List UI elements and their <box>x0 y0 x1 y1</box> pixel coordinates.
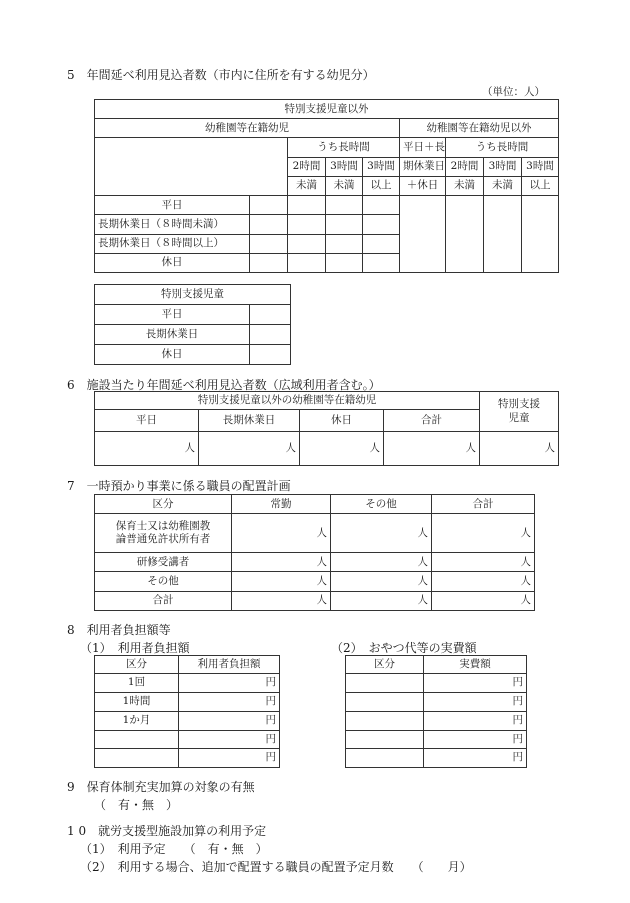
header-actual-cost: 実費額 <box>424 656 527 674</box>
row-label-holiday: 休日 <box>95 345 250 365</box>
section-9-choice: （ 有・無 ） <box>94 798 179 812</box>
header-3h-under: 3時間 <box>326 157 363 176</box>
header-special: 特別支援児童 <box>95 285 291 305</box>
unit-cell: 人 <box>480 432 559 466</box>
header-3h-under-2: 未満 <box>484 176 522 195</box>
header-2h-under-2: 未満 <box>288 176 326 195</box>
header-2h-under: 2時間 <box>288 157 326 176</box>
col-weekday: 平日 <box>95 410 199 432</box>
header-weekday-mix-2: 期休業日 <box>400 157 446 176</box>
row-label-weekday: 平日 <box>95 305 250 325</box>
header-3h-over: 3時間 <box>522 157 559 176</box>
row-label-other: その他 <box>95 572 232 591</box>
section-7-title: 7 一時預かり事業に係る職員の配置計画 <box>67 479 291 493</box>
usage-table-non-special <box>94 99 559 273</box>
unit-label: （単位：人） <box>482 86 545 98</box>
header-fulltime: 常勤 <box>232 495 331 514</box>
header-3h-under: 3時間 <box>484 157 522 176</box>
actual-cost-table: 区分 実費額 円 円 円 円 円 <box>345 655 527 768</box>
header-2h-under: 2時間 <box>446 157 484 176</box>
header-weekday-mix-1: 平日＋長 <box>400 138 446 157</box>
header-special: 特別支援 児童 <box>480 392 559 432</box>
header-fee: 利用者負担額 <box>179 656 280 674</box>
section-5-title: 5 年間延べ利用見込者数（市内に住所を有する幼児分） <box>67 68 375 82</box>
header-2h-under-2: 未満 <box>446 176 484 195</box>
unit-cell: 人 <box>199 432 300 466</box>
header-category: 区分 <box>346 656 424 674</box>
row-label-long-under8: 長期休業日（８時間未満） <box>95 215 250 234</box>
staff-plan-table: 区分 常勤 その他 合計 保育士又は幼稚園教 論普通免許状所有者 人 人 人 研修受講者 人 人 人 その他 人 人 人 合計 人 人 人 <box>94 494 535 611</box>
blank-corner <box>95 138 288 196</box>
header-non-special: 特別支援児童以外 <box>95 100 559 119</box>
row-label-weekday: 平日 <box>95 196 250 215</box>
header-long-hours-not-enrolled: うち長時間 <box>446 138 559 157</box>
row-label-holiday: 休日 <box>95 253 250 272</box>
facility-usage-table <box>94 391 559 466</box>
header-3h-over: 3時間 <box>363 157 400 176</box>
unit-cell: 人 <box>300 432 384 466</box>
unit-cell: 人 <box>95 432 199 466</box>
row-label-total: 合計 <box>95 591 232 610</box>
col-long: 長期休業日 <box>199 410 300 432</box>
section-8-title: 8 利用者負担額等 <box>67 623 171 637</box>
header-3h-under-2: 未満 <box>326 176 363 195</box>
usage-table-special <box>94 284 291 365</box>
header-not-enrolled: 幼稚園等在籍幼児以外 <box>400 119 559 138</box>
row-label-trainee: 研修受講者 <box>95 552 232 571</box>
header-weekday-mix-3: ＋休日 <box>400 176 446 195</box>
header-3h-over-2: 以上 <box>363 176 400 195</box>
header-other: その他 <box>331 495 432 514</box>
header-long-hours-enrolled: うち長時間 <box>288 138 400 157</box>
unit-cell: 人 <box>384 432 480 466</box>
row-label-qualified: 保育士又は幼稚園教 論普通免許状所有者 <box>95 514 232 553</box>
user-fee-table: 区分 利用者負担額 1回 円 1時間 円 1か月 円 円 円 <box>94 655 280 768</box>
header-group: 特別支援児童以外の幼稚園等在籍幼児 <box>95 392 480 410</box>
subsection-fee-title: （1） 利用者負担額 <box>80 641 190 655</box>
section-9-title: 9 保育体制充実加算の対象の有無 <box>67 780 255 794</box>
header-category: 区分 <box>95 495 232 514</box>
section-6-title: 6 施設当たり年間延べ利用見込者数（広域利用者含む。） <box>67 378 381 392</box>
section-10-title: 1 0 就労支援型施設加算の利用予定 <box>67 824 267 838</box>
row-label-long-over8: 長期休業日（８時間以上） <box>95 234 250 253</box>
section-10-item-1: （1） 利用予定 （ 有・無 ） <box>80 842 268 856</box>
header-total: 合計 <box>432 495 535 514</box>
col-holiday: 休日 <box>300 410 384 432</box>
subsection-actual-cost-title: （2） おやつ代等の実費額 <box>331 641 477 655</box>
header-3h-over-2: 以上 <box>522 176 559 195</box>
header-category: 区分 <box>95 656 179 674</box>
row-label-long: 長期休業日 <box>95 325 250 345</box>
col-total: 合計 <box>384 410 480 432</box>
header-enrolled: 幼稚園等在籍幼児 <box>95 119 400 138</box>
section-10-item-2: （2） 利用する場合、追加で配置する職員の配置予定月数 （ 月） <box>80 860 472 874</box>
